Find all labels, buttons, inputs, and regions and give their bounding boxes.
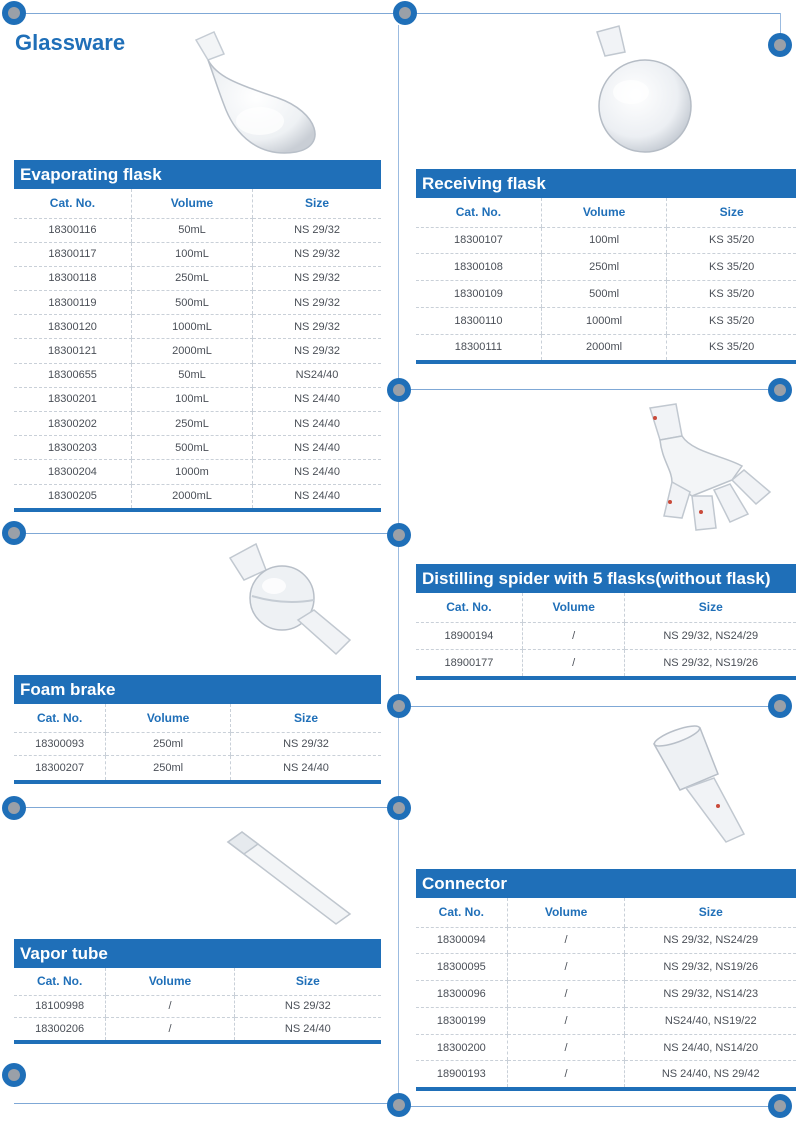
foam-brake-icon	[222, 540, 367, 670]
col-header-size: Size	[253, 189, 381, 218]
cell-cat-no: 18300121	[14, 339, 131, 363]
table-row	[416, 254, 796, 281]
table-row	[14, 755, 381, 782]
cell-cat-no: 18300655	[14, 363, 131, 387]
cell-size: NS 29/32	[231, 732, 381, 755]
cell-volume: /	[507, 1034, 625, 1061]
decorative-dot	[393, 1, 417, 25]
decorative-dot	[387, 796, 411, 820]
col-header-cat-no: Cat. No.	[14, 189, 131, 218]
col-header-size: Size	[625, 593, 796, 622]
cell-size: NS 24/40	[253, 436, 381, 460]
table-row	[416, 281, 796, 308]
cell-volume: /	[507, 981, 625, 1008]
col-header-cat-no: Cat. No.	[416, 198, 541, 227]
table-row	[14, 339, 381, 363]
table-row	[416, 334, 796, 362]
cell-size: NS 29/32	[253, 339, 381, 363]
cell-volume: /	[522, 649, 625, 678]
divider-line	[410, 706, 780, 707]
table-row	[14, 242, 381, 266]
cell-volume: 50mL	[131, 218, 252, 242]
pear-shaped-flask-icon	[178, 26, 338, 156]
col-header-cat-no: Cat. No.	[416, 593, 522, 622]
cell-size: NS 24/40	[253, 460, 381, 484]
table-row	[14, 732, 381, 755]
vapor-tube-section	[14, 939, 381, 1044]
table-row	[14, 291, 381, 315]
col-header-volume: Volume	[541, 198, 666, 227]
cell-size: NS 29/32	[253, 242, 381, 266]
cell-volume: 100ml	[541, 227, 666, 254]
cell-volume: 500ml	[541, 281, 666, 308]
col-header-volume: Volume	[106, 968, 234, 995]
divider-line	[14, 533, 400, 534]
cell-cat-no: 18300120	[14, 315, 131, 339]
cell-size: NS 29/32	[253, 266, 381, 290]
cell-volume: /	[507, 954, 625, 981]
cell-size: NS 24/40, NS 29/42	[625, 1061, 796, 1089]
table-row	[416, 981, 796, 1008]
cell-size: NS 29/32, NS14/23	[625, 981, 796, 1008]
table-row	[14, 436, 381, 460]
cell-size: NS 24/40	[253, 484, 381, 510]
divider-line	[404, 13, 780, 14]
cell-cat-no: 18300108	[416, 254, 541, 281]
col-header-volume: Volume	[106, 704, 231, 732]
cell-size: NS 24/40	[253, 412, 381, 436]
cell-volume: 500mL	[131, 436, 252, 460]
cell-volume: 250mL	[131, 266, 252, 290]
cell-volume: /	[106, 995, 234, 1017]
decorative-dot	[768, 378, 792, 402]
page-title: Glassware	[15, 30, 126, 55]
table-row	[14, 363, 381, 387]
table-row	[416, 227, 796, 254]
cell-size: NS 24/40, NS14/20	[625, 1034, 796, 1061]
table-row	[416, 622, 796, 649]
cell-size: NS24/40	[253, 363, 381, 387]
cell-volume: /	[522, 622, 625, 649]
col-header-cat-no: Cat. No.	[416, 898, 507, 927]
cell-size: NS 24/40	[234, 1017, 381, 1042]
table-row	[14, 387, 381, 411]
cell-size: NS 29/32	[234, 995, 381, 1017]
divider-line	[14, 807, 400, 808]
cell-volume: 2000mL	[131, 339, 252, 363]
cell-volume: 250ml	[106, 755, 231, 782]
cell-cat-no: 18300204	[14, 460, 131, 484]
decorative-dot	[2, 1063, 26, 1087]
cell-volume: /	[507, 927, 625, 954]
divider-line	[14, 1103, 400, 1104]
decorative-dot	[768, 1094, 792, 1118]
cell-cat-no: 18300109	[416, 281, 541, 308]
receiving-flask-section	[416, 169, 796, 364]
table-row	[416, 954, 796, 981]
cell-cat-no: 18300203	[14, 436, 131, 460]
decorative-dot	[387, 694, 411, 718]
cell-size: NS 24/40	[231, 755, 381, 782]
cell-cat-no: 18300095	[416, 954, 507, 981]
cell-cat-no: 18300118	[14, 266, 131, 290]
cell-volume: /	[507, 1007, 625, 1034]
cell-volume: 50mL	[131, 363, 252, 387]
cell-volume: 1000ml	[541, 307, 666, 334]
cell-volume: 250mL	[131, 412, 252, 436]
product-table	[14, 704, 381, 784]
decorative-dot	[387, 523, 411, 547]
cell-cat-no: 18900177	[416, 649, 522, 678]
cell-size: KS 35/20	[667, 254, 796, 281]
table-row	[14, 266, 381, 290]
decorative-dot	[768, 33, 792, 57]
decorative-dot	[2, 521, 26, 545]
cell-cat-no: 18300202	[14, 412, 131, 436]
section-title: Vapor tube	[14, 939, 381, 968]
cell-volume: 250ml	[106, 732, 231, 755]
vapor-tube-icon	[222, 828, 362, 928]
cell-size: NS 29/32	[253, 291, 381, 315]
table-row	[416, 307, 796, 334]
section-title: Connector	[416, 869, 796, 898]
decorative-dot	[2, 796, 26, 820]
connector-adapter-icon	[640, 722, 770, 852]
cell-cat-no: 18300200	[416, 1034, 507, 1061]
col-header-volume: Volume	[507, 898, 625, 927]
table-row	[14, 995, 381, 1017]
divider-line	[410, 1106, 780, 1107]
cell-volume: 100mL	[131, 387, 252, 411]
section-title: Evaporating flask	[14, 160, 381, 189]
connector-section	[416, 869, 796, 1091]
decorative-dot	[768, 694, 792, 718]
divider-line	[410, 389, 780, 390]
cell-size: NS 29/32	[253, 218, 381, 242]
foam-brake-section	[14, 675, 381, 784]
cell-cat-no: 18300117	[14, 242, 131, 266]
cell-cat-no: 18100998	[14, 995, 106, 1017]
cell-cat-no: 18300119	[14, 291, 131, 315]
table-row	[416, 927, 796, 954]
distilling-spider-icon	[632, 400, 782, 550]
section-title: Receiving flask	[416, 169, 796, 198]
cell-cat-no: 18900194	[416, 622, 522, 649]
cell-cat-no: 18300094	[416, 927, 507, 954]
cell-volume: 100mL	[131, 242, 252, 266]
cell-volume: /	[507, 1061, 625, 1089]
table-row	[14, 460, 381, 484]
distilling-spider-section	[416, 564, 796, 680]
cell-cat-no: 18300207	[14, 755, 106, 782]
decorative-dot	[2, 1, 26, 25]
cell-cat-no: 18300206	[14, 1017, 106, 1042]
cell-size: NS 29/32, NS19/26	[625, 954, 796, 981]
table-row	[14, 218, 381, 242]
cell-size: KS 35/20	[667, 227, 796, 254]
cell-cat-no: 18300199	[416, 1007, 507, 1034]
divider-line	[398, 25, 399, 1105]
cell-cat-no: 18300201	[14, 387, 131, 411]
cell-cat-no: 18300107	[416, 227, 541, 254]
cell-size: NS 24/40	[253, 387, 381, 411]
cell-volume: 250ml	[541, 254, 666, 281]
section-title: Distilling spider with 5 flasks(without flask)	[416, 564, 796, 593]
col-header-volume: Volume	[131, 189, 252, 218]
decorative-dot	[387, 1093, 411, 1117]
product-table	[14, 189, 381, 512]
cell-size: NS24/40, NS19/22	[625, 1007, 796, 1034]
table-row	[14, 484, 381, 510]
table-row	[416, 1061, 796, 1089]
cell-size: KS 35/20	[667, 334, 796, 362]
col-header-size: Size	[667, 198, 796, 227]
col-header-size: Size	[231, 704, 381, 732]
cell-cat-no: 18300096	[416, 981, 507, 1008]
product-table	[416, 898, 796, 1091]
decorative-dot	[387, 378, 411, 402]
table-row	[14, 412, 381, 436]
cell-size: NS 29/32, NS24/29	[625, 927, 796, 954]
table-row	[416, 1007, 796, 1034]
cell-size: KS 35/20	[667, 281, 796, 308]
cell-volume: 1000m	[131, 460, 252, 484]
product-table	[416, 198, 796, 364]
cell-cat-no: 18900193	[416, 1061, 507, 1089]
cell-volume: 500mL	[131, 291, 252, 315]
cell-size: KS 35/20	[667, 307, 796, 334]
product-table	[14, 968, 381, 1044]
divider-line	[14, 13, 400, 14]
col-header-cat-no: Cat. No.	[14, 704, 106, 732]
col-header-size: Size	[625, 898, 796, 927]
cell-cat-no: 18300110	[416, 307, 541, 334]
cell-volume: 2000ml	[541, 334, 666, 362]
section-title: Foam brake	[14, 675, 381, 704]
cell-cat-no: 18300093	[14, 732, 106, 755]
table-row	[14, 315, 381, 339]
col-header-volume: Volume	[522, 593, 625, 622]
cell-cat-no: 18300116	[14, 218, 131, 242]
cell-volume: /	[106, 1017, 234, 1042]
round-bottom-flask-icon	[585, 22, 695, 158]
product-table	[416, 593, 796, 680]
cell-size: NS 29/32	[253, 315, 381, 339]
cell-cat-no: 18300205	[14, 484, 131, 510]
cell-size: NS 29/32, NS19/26	[625, 649, 796, 678]
cell-cat-no: 18300111	[416, 334, 541, 362]
evaporating-flask-section	[14, 160, 381, 512]
table-row	[416, 649, 796, 678]
cell-size: NS 29/32, NS24/29	[625, 622, 796, 649]
col-header-cat-no: Cat. No.	[14, 968, 106, 995]
col-header-size: Size	[234, 968, 381, 995]
table-row	[416, 1034, 796, 1061]
table-row	[14, 1017, 381, 1042]
cell-volume: 1000mL	[131, 315, 252, 339]
cell-volume: 2000mL	[131, 484, 252, 510]
